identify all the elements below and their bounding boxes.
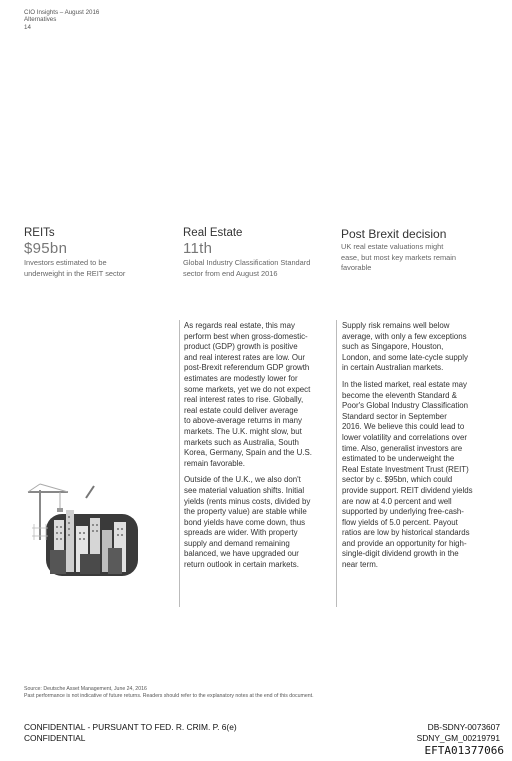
source-note [24, 686, 314, 700]
body-paragraph: As regards real estate, this may perform best when gross-domestic- product (GDP) growth is positive and real interest rates are low. Our post-Brexit referendum GDP growth estimates are modestly lower for some markets, yet we do not expect real interest rates to rise. Globally, real estate could deliver average to above-average returns in many markets. The U.K. might slow, but markets such as Australia, South Korea, Germany, Spain and the U.S. remain favorable. [184, 321, 312, 468]
efta-number: EFTA01377066 [424, 744, 504, 757]
stat-caption [183, 258, 333, 279]
stat-title: Real Estate [183, 227, 243, 239]
stat-caption [341, 242, 491, 274]
bates-number: SDNY_GM_00219791 [416, 732, 500, 743]
stat-title: Post Brexit decision [341, 227, 447, 241]
body-column-right [342, 321, 502, 577]
caption-line: Investors estimated to be [24, 258, 107, 267]
stat-post-brexit [341, 227, 491, 274]
caption-line: ease, but most key markets remain [341, 252, 457, 262]
body-column-left [184, 321, 334, 577]
confidential-line: CONFIDENTIAL [24, 732, 86, 743]
caption-line: underweight in the REIT sector [24, 268, 126, 278]
body-paragraph: Outside of the U.K., we also don't see material valuation shifts. Initial yields (rents minus costs, divided by the property value) are stable while bond yields have come down, thus spreads are wider. With property supply and demand remaining balanced, we have upgraded our return outlook in certain markets. [184, 475, 311, 570]
column-divider [336, 320, 337, 607]
section-name: Alternatives [24, 16, 57, 24]
page-header [24, 9, 99, 31]
confidential-line: CONFIDENTIAL - PURSUANT TO FED. R. CRIM. P. 6(e) [24, 722, 237, 732]
publication-title: CIO Insights – August 2016 [24, 9, 100, 16]
caption-line: favorable [341, 263, 372, 272]
confidential-stamp [24, 722, 237, 743]
stat-title: REITs [24, 227, 55, 239]
body-paragraph: Supply risk remains well below average, with only a few exceptions such as Singapore, Houston, London, and some late-cycle supply in certain Australian markets. [342, 321, 468, 373]
caption-line: Global Industry Classification Standard [183, 258, 311, 267]
bates-numbers [417, 722, 500, 743]
stat-value: $95bn [24, 240, 68, 257]
city-crane-icon [24, 480, 144, 580]
caption-line: sector from end August 2016 [183, 268, 278, 278]
stat-caption [24, 258, 164, 279]
column-divider [179, 320, 180, 607]
stat-reits [24, 227, 164, 279]
page-number: 14 [24, 23, 31, 31]
stat-value: 11th [183, 240, 213, 257]
caption-line: UK real estate valuations might [341, 242, 444, 251]
body-paragraph: In the listed market, real estate may become the eleventh Standard & Poor's Global Industry Classification Standard sector in September 2016. We believe this could lead to lower volatility and correlations over time. Also, generalist investors are estimated to be underweight the Real Estate Investment Trust (REIT) sector by c. $95bn, which could provide support. REIT dividend yields are now at 4.0 percent and well supported by underlying free-cash- flow yields of 5.0 percent. Payout ratios are low by historical standards and provide an opportunity for high- single-digit dividend growth in the near term. [342, 379, 473, 570]
source-line: Source: Deutsche Asset Management, June 24, 2016 [24, 686, 147, 692]
disclaimer-line: Past performance is not indicative of future returns. Readers should refer to the explanatory notes at the end of this document. [24, 693, 314, 699]
stat-real-estate [183, 227, 333, 279]
bates-number: DB-SDNY-0073607 [427, 722, 500, 732]
